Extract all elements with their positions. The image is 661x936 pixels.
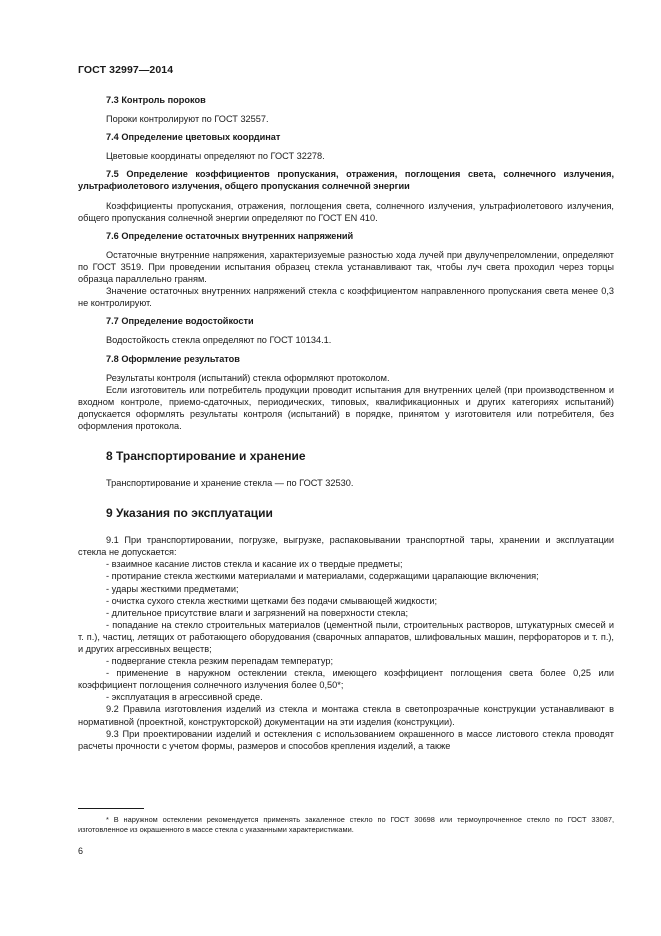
paragraph-8: Транспортирование и хранение стекла — по ГОСТ 32530. — [106, 478, 354, 489]
page-number: 6 — [78, 846, 84, 856]
paragraph-7-6-2: Значение остаточных внутренних напряжений стекла с коэффициентом направленного пропускания света менее 0,3 не контролируют. — [78, 286, 614, 309]
footnote-separator — [78, 808, 144, 809]
paragraph-7-6-1: Остаточные внутренние напряжения, характеризуемые разностью хода лучей при двулучепреломлении, определяют по ГОСТ 3519. При проведении испытания образец стекла устанавливают так, чтобы луч света проходил через торцы образца параллельно граням. — [78, 249, 614, 285]
heading-7-7: 7.7 Определение водостойкости — [106, 316, 254, 327]
running-header: ГОСТ 32997—2014 — [78, 64, 174, 76]
heading-7-4: 7.4 Определение цветовых координат — [106, 132, 281, 143]
paragraph-7-8-1: Результаты контроля (испытаний) стекла оформляют протоколом. — [106, 372, 390, 383]
footnote-text: * В наружном остеклении рекомендуется применять закаленное стекло по ГОСТ 30698 или термоупрочненное стекло по ГОСТ 33087, изготовленное из окрашенного в массе стекла с указанными характеристиками. — [78, 815, 614, 835]
list-item: - удары жесткими предметами; — [106, 583, 239, 594]
paragraph-7-5: Коэффициенты пропускания, отражения, поглощения света, солнечного излучения, ультрафиолетового излучения, общего пропускания солнечной энергии определяют по ГОСТ EN 410. — [78, 200, 614, 223]
list-item: - протирание стекла жесткими материалами и материалами, содержащими царапающие включения; — [106, 571, 539, 582]
list-item: - подвергание стекла резким перепадам температур; — [106, 656, 334, 667]
footnote — [78, 815, 614, 836]
paragraph-9-3: 9.3 При проектировании изделий и остекления с использованием окрашенного в массе листового стекла проводят расчеты прочности с учетом формы, размеров и способов крепления изделий, а также — [78, 728, 614, 751]
list-item: - длительное присутствие влаги и загрязнений на поверхности стекла; — [106, 607, 409, 618]
heading-7-5: 7.5 Определение коэффициентов пропускания, отражения, поглощения света, солнечного излучения, ультрафиолетового излучения, общего пропускания солнечной энергии — [78, 169, 614, 192]
list-item: - попадание на стекло строительных материалов (цементной пыли, строительных растворов, штукатурных смесей и т. п.), частиц, летящих от работающего оборудования (сварочных аппаратов, шлифовальных машин, перфораторов и т. п.), и других агрессивных веществ; — [78, 619, 614, 654]
list-item: - эксплуатация в агрессивной среде. — [106, 692, 263, 703]
list-item: - применение в наружном остеклении стекла, имеющего коэффициент поглощения света более 0,25 или коэффициент поглощения солнечного излучения более 0,50*; — [78, 668, 614, 691]
list-item: - очистка сухого стекла жесткими щетками без подачи смывающей жидкости; — [106, 595, 438, 606]
list-item: - взаимное касание листов стекла и касание их о твердые предметы; — [106, 559, 403, 570]
paragraph-7-7: Водостойкость стекла определяют по ГОСТ 10134.1. — [106, 335, 332, 346]
heading-7-6: 7.6 Определение остаточных внутренних напряжений — [106, 230, 354, 241]
paragraph-7-4: Цветовые координаты определяют по ГОСТ 32278. — [106, 151, 325, 162]
section-8-title: 8 Транспортирование и хранение — [106, 449, 306, 464]
paragraph-7-8-2: Если изготовитель или потребитель продукции проводит испытания для внутренних целей (при производственном и входном контроле, приемо-сдаточных, периодических, типовых, квалификационных и других категориях испытаний) допускается оформлять результаты контроля (испытаний) в порядке, принятом у изготовителя или потребителя, без оформления протокола. — [78, 384, 614, 431]
paragraph-9-2: 9.2 Правила изготовления изделий из стекла и монтажа стекла в светопрозрачные конструкции устанавливают в нормативной (проектной, конструкторской) документации на эти изделия (конструкции). — [78, 704, 614, 727]
paragraph-7-3: Пороки контролируют по ГОСТ 32557. — [106, 114, 269, 125]
heading-7-3: 7.3 Контроль пороков — [106, 95, 206, 105]
section-9-title: 9 Указания по эксплуатации — [106, 506, 273, 521]
heading-7-8: 7.8 Оформление результатов — [106, 353, 240, 364]
body-text — [78, 94, 614, 752]
paragraph-9-1: 9.1 При транспортировании, погрузке, выгрузке, распаковывании транспортной тары, хранении и эксплуатации стекла не допускается: — [78, 535, 614, 558]
